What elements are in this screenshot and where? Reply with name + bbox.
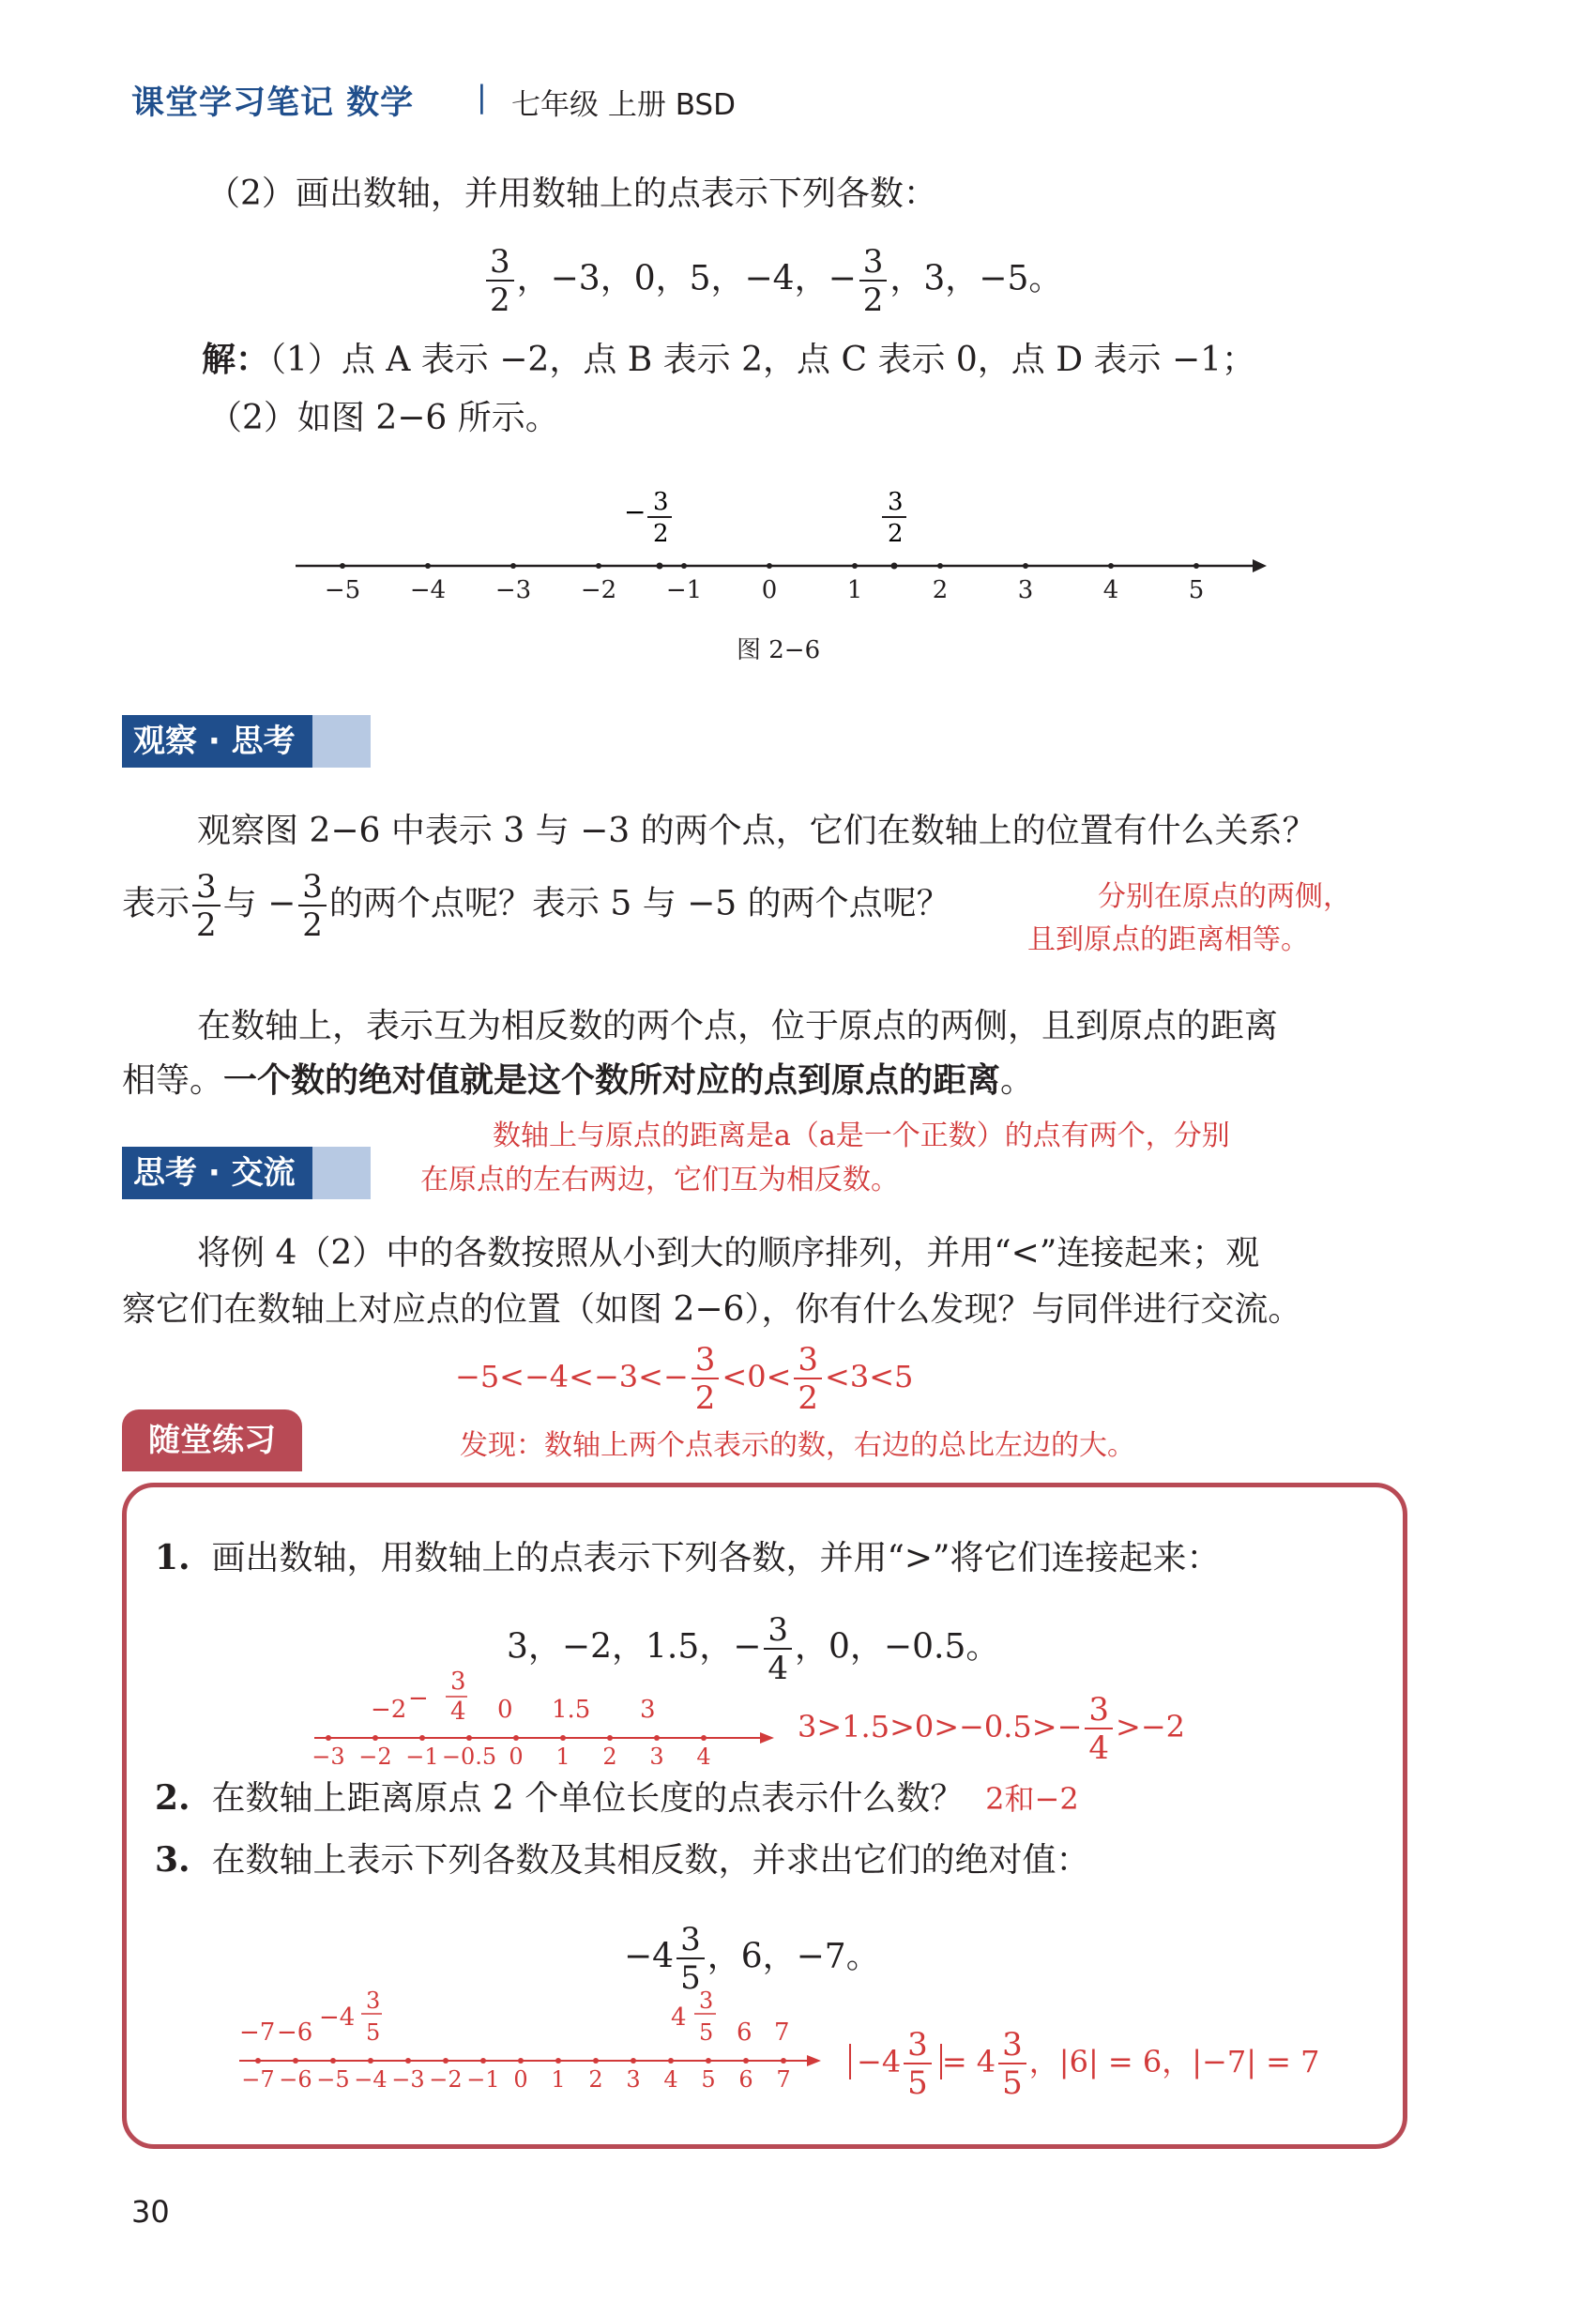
tick-label: 2	[932, 576, 949, 604]
tick-mark	[340, 563, 345, 569]
tick-label: −3	[312, 1744, 345, 1764]
observe-line-2: 表示 $\frac{3}{2}$ 与 − $\frac{3}{2}$ 的两个点呢？表示 5 与 −5 的两个点呢？	[122, 868, 950, 944]
tick-label: −5	[316, 2066, 350, 2093]
fraction: $\frac{3}{5}$	[998, 2029, 1026, 2099]
handwritten-note-1: 分别在原点的两侧，	[1098, 880, 1351, 913]
tick-mark	[1023, 563, 1028, 569]
solution-line-2: （2）如图 2−6 所示。	[208, 399, 559, 437]
fraction: $\frac{3}{5}$	[676, 1924, 705, 1994]
tick-mark	[607, 1735, 613, 1741]
handwritten-note-2: 且到原点的距离相等。	[1027, 923, 1309, 956]
tick-mark	[1108, 563, 1114, 569]
tick-mark	[368, 2058, 373, 2064]
point-label: 6	[737, 2018, 752, 2047]
tick-label: 0	[509, 1744, 524, 1764]
tick-label: −1	[405, 1744, 439, 1764]
tick-mark	[466, 1735, 472, 1741]
tick-mark	[681, 563, 687, 569]
point-label: −6	[277, 2018, 313, 2047]
tick-mark	[443, 2058, 448, 2064]
fraction-numerator: 3	[450, 1668, 466, 1696]
neg-sign: −	[408, 1684, 429, 1713]
tick-label: −2	[580, 576, 617, 604]
tick-label: −1	[466, 2066, 500, 2093]
tick-label: 0	[513, 2066, 528, 2093]
question-2-prompt: （2）画出数轴，并用数轴上的点表示下列各数：	[206, 175, 937, 213]
neg-sign: −	[624, 496, 646, 527]
question-2-numbers: $\frac{3}{2}$ ，−3，0，5，−4，− $\frac{3}{2}$ ，3，−5。	[483, 246, 1062, 316]
tick-label: −3	[494, 576, 532, 604]
practice-1: 1. 画出数轴，用数轴上的点表示下列各数，并用“>”将它们连接起来：	[155, 1538, 1221, 1577]
tick-label: −1	[665, 576, 703, 604]
fraction-denominator: 2	[653, 520, 669, 548]
point-neg-three-halves	[657, 563, 663, 570]
fraction: $\frac{3}{4}$	[764, 1614, 792, 1684]
tick-label: 0	[761, 576, 778, 604]
tick-label: 5	[701, 2066, 716, 2093]
point-label: 5	[699, 2019, 714, 2046]
tick-label: 2	[588, 2066, 603, 2093]
tick-mark	[255, 2058, 261, 2064]
tick-label: 7	[776, 2066, 791, 2093]
tick-mark	[596, 563, 601, 569]
point-label: 7	[774, 2018, 790, 2047]
tick-mark	[293, 2058, 298, 2064]
tick-mark	[510, 563, 516, 569]
tick-mark	[631, 2058, 636, 2064]
point-label: −7	[239, 2018, 276, 2047]
fraction: $\frac{3}{5}$	[904, 2029, 932, 2099]
practice-3-answer: −4 $\frac{3}{5}$ = 4 $\frac{3}{5}$ ，|6| = 6，|−7| = 7	[849, 2029, 1320, 2099]
fraction-numerator: 3	[888, 488, 904, 516]
tick-mark	[330, 2058, 336, 2064]
handwritten-note-3: 数轴上与原点的距离是a（a是一个正数）的点有两个，分别	[493, 1120, 1230, 1152]
practice-3-number-line	[230, 1971, 830, 2102]
point-label: 0	[497, 1696, 513, 1724]
tick-label: −2	[358, 1744, 392, 1764]
fraction: $\frac{3}{2}$	[486, 246, 514, 316]
tick-label: −3	[391, 2066, 425, 2093]
tick-label: −4	[354, 2066, 388, 2093]
tick-label: 4	[696, 1744, 711, 1764]
tick-mark	[743, 2058, 749, 2064]
tick-label: 1	[555, 1744, 570, 1764]
tick-label: −6	[279, 2066, 312, 2093]
tick-mark	[937, 563, 943, 569]
tick-mark	[480, 2058, 486, 2064]
point-three-halves	[891, 563, 898, 570]
practice-tab: 随堂练习	[122, 1409, 302, 1471]
think-line-2: 察它们在数轴上对应点的位置（如图 2−6），你有什么发现？与同伴进行交流。	[122, 1290, 1302, 1329]
tick-label: 3	[626, 2066, 641, 2093]
tick-label: 5	[1188, 576, 1205, 604]
finding-note: 发现：数轴上两个点表示的数，右边的总比左边的大。	[460, 1429, 1135, 1462]
tick-mark	[405, 2058, 411, 2064]
book-title: 课堂学习笔记 数学	[131, 84, 415, 122]
fraction: $\frac{3}{2}$	[794, 1344, 822, 1414]
observe-line-1: 观察图 2−6 中表示 3 与 −3 的两个点，它们在数轴上的位置有什么关系？	[197, 812, 1316, 850]
fraction-denominator: 4	[450, 1698, 466, 1726]
fraction: $\frac{3}{2}$	[298, 871, 327, 941]
tick-label: 1	[551, 2066, 566, 2093]
tick-mark	[425, 563, 431, 569]
fraction: $\frac{3}{2}$	[692, 1344, 720, 1414]
tick-mark	[706, 2058, 711, 2064]
practice-1-numbers: 3，−2，1.5，− $\frac{3}{4}$ ，0，−0.5。	[507, 1611, 1000, 1687]
tick-mark	[654, 1735, 660, 1741]
tick-label: 4	[1102, 576, 1119, 604]
think-exchange-tag: 思考 · 交流	[122, 1147, 312, 1199]
tick-label: 3	[1017, 576, 1034, 604]
tick-mark	[668, 2058, 674, 2064]
handwritten-note-4: 在原点的左右两边，它们互为相反数。	[420, 1164, 899, 1196]
tick-label: −0.5	[441, 1744, 497, 1764]
fraction-numerator: 3	[653, 488, 669, 516]
fraction: $\frac{3}{2}$	[192, 871, 220, 941]
point-label: −2	[371, 1696, 407, 1724]
figure-caption: 图 2−6	[737, 636, 821, 664]
practice-1-answer: 3>1.5>0>−0.5>− $\frac{3}{4}$ >−2	[798, 1691, 1185, 1767]
ordering-answer: −5<−4<−3<− $\frac{3}{2}$ <0< $\frac{3}{2}$ <3<5	[455, 1341, 914, 1417]
solution-line-1: 解：（1）点 A 表示 −2，点 B 表示 2，点 C 表示 0，点 D 表示 −1；	[202, 341, 1256, 379]
tick-mark	[593, 2058, 599, 2064]
book-subtitle: 七年级 上册 BSD	[511, 88, 736, 122]
tick-label: 4	[663, 2066, 678, 2093]
practice-1-number-line	[300, 1661, 788, 1764]
fraction-denominator: 2	[888, 520, 904, 548]
tick-label: 6	[738, 2066, 753, 2093]
fraction-numerator: 3	[699, 1988, 714, 2014]
tick-mark	[560, 1735, 566, 1741]
point-label: 4	[671, 2003, 687, 2032]
fraction: $\frac{3}{4}$	[1085, 1694, 1113, 1764]
tick-label: −7	[241, 2066, 275, 2093]
practice-2: 2. 在数轴上距离原点 2 个单位长度的点表示什么数？ 2和−2	[155, 1778, 1079, 1818]
tick-mark	[767, 563, 772, 569]
tick-label: 2	[602, 1744, 617, 1764]
tick-label: 1	[846, 576, 863, 604]
tick-mark	[1193, 563, 1199, 569]
tick-mark	[372, 1735, 378, 1741]
page-number: 30	[131, 2194, 170, 2230]
point-label: 1.5	[552, 1696, 591, 1724]
tick-mark	[701, 1735, 707, 1741]
statement-line-1: 在数轴上，表示互为相反数的两个点，位于原点的两侧，且到原点的距离	[197, 1007, 1279, 1045]
point-label: 3	[640, 1696, 656, 1724]
tick-mark	[555, 2058, 561, 2064]
practice-3: 3. 在数轴上表示下列各数及其相反数，并求出它们的绝对值：	[155, 1840, 1090, 1880]
tick-mark	[326, 1735, 331, 1741]
tick-label: 3	[649, 1744, 664, 1764]
point-label: −4	[319, 2003, 356, 2032]
tick-mark	[513, 1735, 519, 1741]
tick-mark	[518, 2058, 524, 2064]
tick-label: −5	[324, 576, 361, 604]
tick-mark	[781, 2058, 786, 2064]
tick-label: −4	[409, 576, 447, 604]
tick-mark	[852, 563, 858, 569]
tick-label: −2	[429, 2066, 463, 2093]
fraction-denominator: 5	[366, 2019, 381, 2046]
fraction: $\frac{3}{2}$	[859, 246, 888, 316]
statement-line-2: 相等。一个数的绝对值就是这个数所对应的点到原点的距离。	[122, 1061, 1035, 1100]
fraction-numerator: 3	[366, 1988, 381, 2014]
observe-think-tag: 观察 · 思考	[122, 715, 312, 768]
header-separator: |	[477, 79, 487, 114]
practice-3-numbers: −4 $\frac{3}{5}$ ，6，−7。	[624, 1921, 880, 1997]
think-line-1: 将例 4（2）中的各数按照从小到大的顺序排列，并用“<”连接起来；观	[197, 1234, 1260, 1272]
tick-mark	[419, 1735, 425, 1741]
